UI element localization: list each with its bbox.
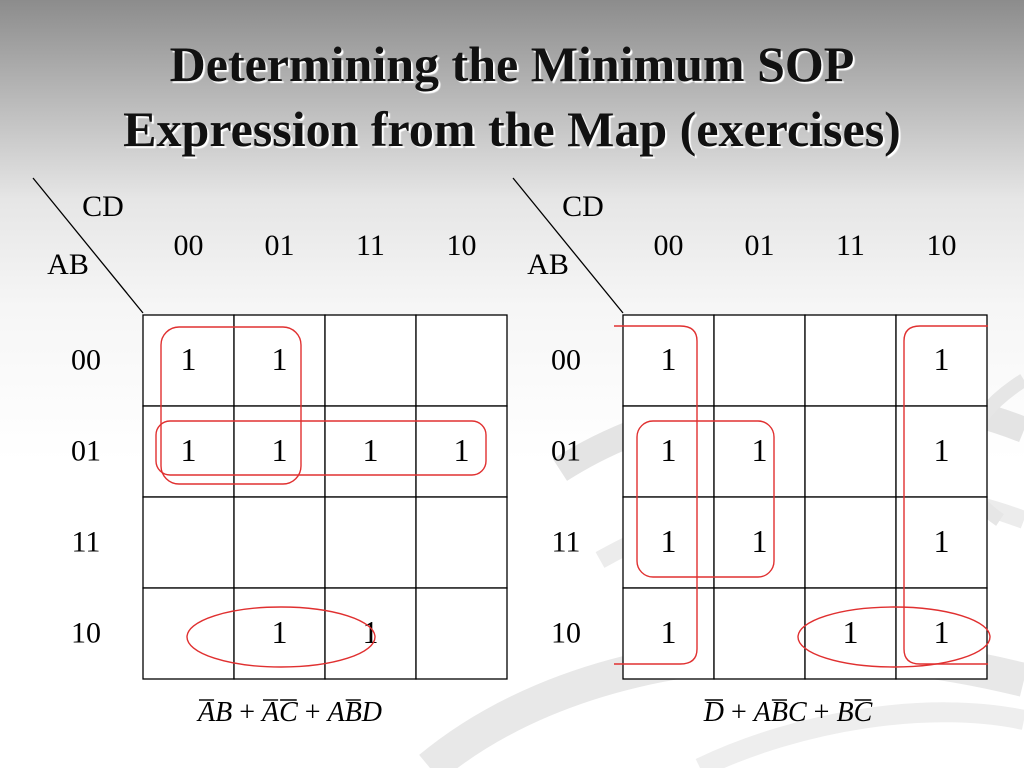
row-variable-label: AB xyxy=(47,247,89,281)
kmap-cell-value: 1 xyxy=(271,431,288,468)
variable: D xyxy=(361,697,383,728)
row-header: 01 xyxy=(551,434,581,468)
column-header: 10 xyxy=(926,228,957,262)
kmap-svg xyxy=(28,175,508,735)
kmap-cell xyxy=(714,315,805,406)
kmap-cell xyxy=(805,497,896,588)
complemented-variable: A xyxy=(261,697,280,728)
kmap-cell xyxy=(325,497,416,588)
complemented-variable: C xyxy=(853,697,873,728)
kmap-cell-value: 1 xyxy=(660,522,677,559)
column-header: 11 xyxy=(836,228,865,262)
kmap-cell-value: 1 xyxy=(933,340,950,377)
row-header: 10 xyxy=(551,616,581,650)
column-header: 00 xyxy=(653,228,684,262)
sop-expression xyxy=(703,697,873,728)
kmap-cell-value: 1 xyxy=(180,431,197,468)
kmap-cell-value: 1 xyxy=(660,340,677,377)
slide-title xyxy=(0,32,1024,162)
column-header: 01 xyxy=(744,228,775,262)
column-header: 01 xyxy=(264,228,295,262)
kmap-cell-value: 1 xyxy=(660,613,677,650)
variable: A xyxy=(753,697,771,728)
kmap-cell-value: 1 xyxy=(362,613,379,650)
complemented-variable: A xyxy=(197,697,216,728)
kmap-svg xyxy=(508,175,988,735)
row-header: 00 xyxy=(551,343,581,377)
row-variable-label: AB xyxy=(527,247,569,281)
complemented-variable: D xyxy=(703,697,724,728)
complemented-variable: B xyxy=(770,697,788,728)
kmap-cell xyxy=(416,315,507,406)
column-header: 10 xyxy=(446,228,477,262)
kmap-cell xyxy=(234,497,325,588)
kmap-cell xyxy=(416,497,507,588)
column-variable-label: CD xyxy=(82,189,124,223)
slide-title-line-1: Determining the Minimum SOP xyxy=(169,36,855,92)
karnaugh-map-right xyxy=(508,175,988,735)
row-header: 00 xyxy=(71,343,101,377)
complemented-variable: C xyxy=(279,697,298,728)
variable: B xyxy=(836,697,854,728)
karnaugh-map-left xyxy=(28,175,508,735)
kmap-cell xyxy=(325,315,416,406)
kmap-cell xyxy=(143,588,234,679)
slide-title-line-2: Expression from the Map (exercises) xyxy=(123,101,901,157)
kmap-cell xyxy=(416,588,507,679)
kmap-cell xyxy=(805,315,896,406)
column-header: 11 xyxy=(356,228,385,262)
variable: A xyxy=(327,697,345,728)
row-header: 10 xyxy=(71,616,101,650)
kmap-cell-value: 1 xyxy=(660,431,677,468)
plus-operator: + xyxy=(806,697,837,728)
plus-operator: + xyxy=(723,697,754,728)
column-header: 00 xyxy=(173,228,204,262)
kmap-cell-value: 1 xyxy=(453,431,470,468)
kmap-cell xyxy=(714,588,805,679)
kmap-cell-value: 1 xyxy=(933,613,950,650)
column-variable-label: CD xyxy=(562,189,604,223)
kmap-cell-value: 1 xyxy=(180,340,197,377)
row-header: 11 xyxy=(71,525,101,559)
kmap-cell-value: 1 xyxy=(933,431,950,468)
kmap-cell xyxy=(805,406,896,497)
kmap-cell-value: 1 xyxy=(751,522,768,559)
kmap-cell-value: 1 xyxy=(362,431,379,468)
complemented-variable: B xyxy=(344,697,362,728)
variable: B xyxy=(215,697,233,728)
variable: C xyxy=(787,697,807,728)
kmap-cell-value: 1 xyxy=(842,613,859,650)
kmap-cell-value: 1 xyxy=(271,340,288,377)
plus-operator: + xyxy=(297,697,328,728)
row-header: 01 xyxy=(71,434,101,468)
kmap-cell xyxy=(143,497,234,588)
row-header: 11 xyxy=(551,525,581,559)
kmap-cell-value: 1 xyxy=(751,431,768,468)
plus-operator: + xyxy=(232,697,262,728)
kmap-cell-value: 1 xyxy=(271,613,288,650)
sop-expression xyxy=(196,697,382,728)
kmap-cell-value: 1 xyxy=(933,522,950,559)
